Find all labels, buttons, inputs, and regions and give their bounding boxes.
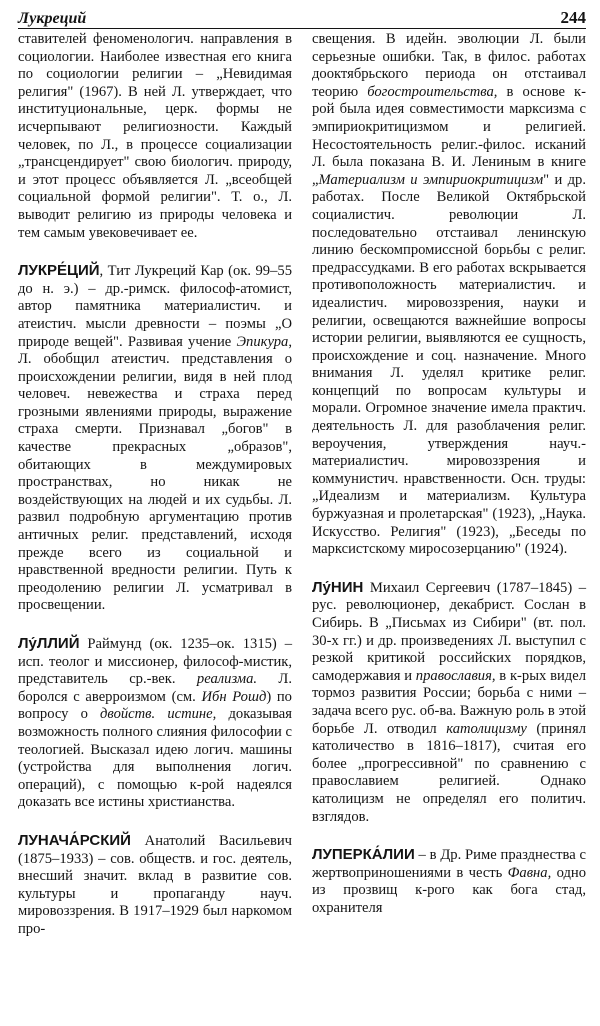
dictionary-page — [0, 6, 600, 1026]
page-number: 244 — [560, 8, 586, 27]
entry-continuation: ставителей феноменологич. направления в социологии. Наиболее известная его книга по социологии религии – „Невидимая религия" (1967). В ней Л. утверждает, что институциональные, церк. формы не исчерпывают религиозности. Каждый человек, по Л., в процессе социализации „трансцендирует" свою биологич. природу, и этот процесс объявляется Л. „всеобщей социальной формой религии". Т. о., Л. выводит религию из природы человека и тем самым увековечивает ее. — [18, 31, 292, 241]
entry-lunacharsky: ЛУНАЧА́РСКИЙ Анатолий Васильевич (1875–1933) – сов. обществ. и гос. деятель, внесший значит. вклад в развитие сов. культуры и пропаганду науч. мировоззрения. В 1917–1929 был наркомом про- — [18, 831, 292, 937]
right-column — [312, 31, 586, 939]
headword: Лу́НИН — [312, 578, 364, 596]
headword: ЛУКРЕ́ЦИЙ — [18, 262, 100, 280]
text-columns — [18, 31, 586, 939]
headword: ЛУПЕРКА́ЛИИ — [312, 846, 415, 864]
entry-lunin: Лу́НИН Михаил Сергеевич (1787–1845) – рус. революционер, декабрист. Сослан в Сибирь. В „Письмах из Сибири" (вт. пол. 30-х гг.) и др. произведениях Л. выступил с резкой критикой российских порядков, самодержавия и православия, в к-рых видел тормоз развития России; борьба с ними – задача всего рус. об-ва. Важную роль в этой борьбе Л. отводил католицизму (принял католичество в 1816–1817), считая его более „прогрессивной" по сравнению с православием религией. Однако католицизм не определял его политич. взглядов. — [312, 578, 586, 825]
running-header — [18, 6, 586, 29]
headword: Лу́ЛЛИЙ — [18, 635, 80, 652]
entry-lunacharsky-continued: свещения. В идейн. эволюции Л. были серьезные ошибки. Так, в филос. работах дооктябрьского периода он отстаивал теорию богостроительства, в основе к-рой была идея совместимости марксизма с эмпириокритицизмом и религией. Несостоятельность религ.-филос. исканий Л. была показана В. И. Лениным в книге „Материализм и эмпириокритицизм" и др. работах. После Великой Октябрьской социалистич. революции Л. последовательно отстаивал ленинскую линию бескомпромиссной борьбы с религ. предрассудками. В его работах вскрывается противоположность материалистич. и идеалистич. мировоззрения, науки и религии, освещаются важнейшие вопросы истории религии, выявляются ее сущность, происхождение и соц. назначение. Много внимания Л. уделял критике религ. концепций по вопросам культуры и морали. Огромное значение имела практич. деятельность Л. для разоблачения религ. вероучения, утверждения науч.-материалистич. мировоззрения и коммунистич. нравственности. Осн. труды: „Идеализм и материализм. Культура буржуазная и пролетарская" (1923), „Наука. Искусство. Религия" (1923), „Беседы по марксистскому миросозерцанию" (1924). — [312, 31, 586, 558]
running-title: Лукреций — [18, 10, 87, 27]
entry-llull: Лу́ЛЛИЙ Раймунд (ок. 1235–ок. 1315) – исп. теолог и миссионер, философ-мистик, представитель ср.-век. реализма. Л. боролся с аверроизмом (см. Ибн Рошд) по вопросу о двойств. истине, доказывая возможность полного слияния философии с теологией. Высказал идею логич. машины (устройства для выполнения логич. операций), с помощью к-рой надеялся доказать все истины христианства. — [18, 635, 292, 811]
entry-lucretius: ЛУКРЕ́ЦИЙ, Тит Лукреций Кар (ок. 99–55 до н. э.) – др.-римск. философ-атомист, автор памятника материалистич. и атеистич. мысли древности – поэмы „О природе вещей". Развивая учение Эпикура, Л. обобщил атеистич. представления о происхождении религии, видя в ней плод человеч. невежества и страха перед грозными явлениями природы, выражение страха смерти. Признавал „богов" в качестве прекрасных „образов", обитающих в междумировых пространствах, но никак не воздействующих на людей и их судьбы. Л. развил подробную аргументацию против античных религ. представлений, исходя прежде всего из социальной и нравственной вредности религии. Путь к преодолению религии Л. усматривал в просвещении. — [18, 262, 292, 614]
left-column — [18, 31, 292, 939]
entry-lupercalia: ЛУПЕРКА́ЛИИ – в Др. Риме празднества с жертвоприношениями в честь Фавна, одно из прозвищ к-рого как бога стад, охранителя — [312, 846, 586, 916]
headword: ЛУНАЧА́РСКИЙ — [18, 831, 131, 849]
